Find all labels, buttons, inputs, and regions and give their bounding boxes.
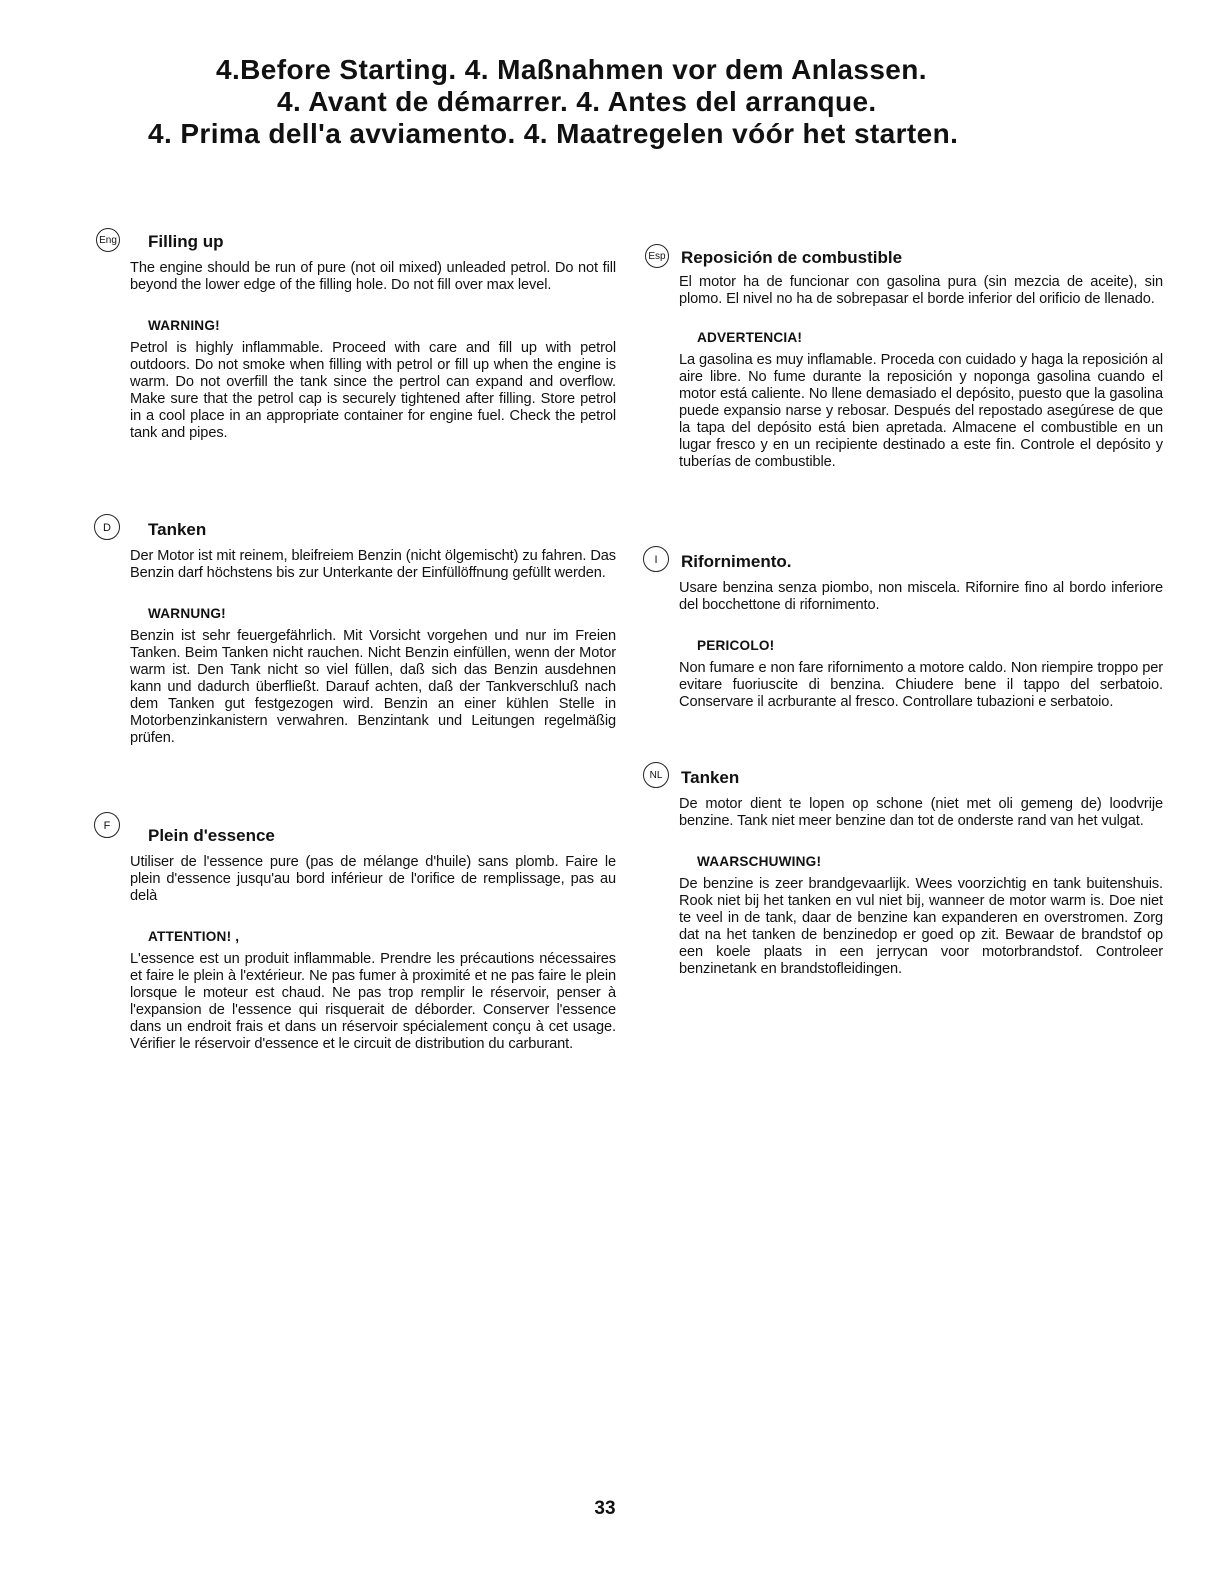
section-spanish	[648, 248, 1163, 471]
section-intro: The engine should be run of pure (not oil mixed) unleaded petrol. Do not fill beyond the lower edge of the filling hole. Do not fill over max level.	[130, 260, 616, 293]
section-intro: Utiliser de l'essence pure (pas de mélange d'huile) sans plomb. Faire le plein d'essence jusqu'au bord inférieur de l'orifice de remplissage, pas au delà	[130, 854, 616, 904]
title-line-3: 4. Prima dell'a avviamento. 4. Maatregelen vóór het starten.	[148, 118, 959, 149]
warning-label: WARNUNG!	[148, 606, 226, 621]
warning-text: Non fumare e non fare rifornimento a motore caldo. Non riempire troppo per evitare fuoriuscite di benzina. Chiudere bene il tappo del serbatoio. Conservare il acrburante al fresco. Controllare tubazioni e serbatoio.	[679, 660, 1163, 710]
section-heading: Rifornimento.	[681, 552, 792, 571]
section-heading: Plein d'essence	[148, 826, 275, 845]
title-line-1: 4.Before Starting. 4. Maßnahmen vor dem Anlassen.	[216, 54, 927, 85]
lang-d-icon: D	[94, 514, 120, 540]
section-heading: Tanken	[681, 768, 740, 787]
warning-text: Petrol is highly inflammable. Proceed with care and fill up with petrol outdoors. Do not smoke when filling with petrol or fill up when the engine is warm. Do not overfill the tank since the pertrol can expand and overflow. Make sure that the petrol cap is securely tightened after filling. Store petrol in a cool place in an appropriate container for engine fuel. Check the petrol tank and pipes.	[130, 340, 616, 441]
warning-label: ATTENTION! ,	[148, 929, 240, 944]
section-intro: Usare benzina senza piombo, non miscela. Rifornire fino al bordo inferiore del bocchettone di rifornimento.	[679, 580, 1163, 613]
section-intro: De motor dient te lopen op schone (niet met oli gemeng de) loodvrije benzine. Tank niet meer benzine dan tot de onderste rand van het vulgat.	[679, 796, 1163, 829]
section-dutch	[649, 768, 1163, 978]
section-german	[103, 520, 616, 747]
warning-label: WAARSCHUWING!	[697, 854, 822, 869]
section-italian	[654, 552, 1163, 711]
warning-text: Benzin ist sehr feuergefährlich. Mit Vorsicht vorgehen und nur im Freien Tanken. Beim Tanken nicht rauchen. Nicht Benzin einfüllen, wenn der Motor warm ist. Den Tank nicht so viel füllen, daß sich das Benzin ausdehnen kann und dadurch überfließt. Darauf achten, daß der Tankverschluß nach dem Tanken gut festgezogen wird. Benzin an einer kühlen Stelle in Motorbenzinkanistern verwahren. Benzintank und Leitungen regelmäßig prüfen.	[130, 628, 616, 746]
lang-nl-icon: NL	[643, 762, 669, 788]
warning-label: ADVERTENCIA!	[697, 330, 803, 345]
section-english	[99, 232, 616, 442]
section-heading: Filling up	[148, 232, 224, 251]
warning-text: De benzine is zeer brandgevaarlijk. Wees voorzichtig en tank buitenshuis. Rook niet bij het tanken en vul niet bij, wanneer de motor warm is. Doe niet te veel in de tank, daar de benzine kan expanderen en overstromen. Zorg dat na het tanken de benzinedop er goed op zit. Bewaar de brandstof op een koele plaats in een jerrycan voor motorbrandstof. Controleer benzinetank en brandstofleidingen.	[679, 876, 1163, 977]
warning-text: L'essence est un produit inflammable. Prendre les précautions nécessaires et faire le plein à l'extérieur. Ne pas fumer à proximité et ne pas faire le plein lorsque le moteur est chaud. Ne pas trop remplir le réservoir, penser à l'expansion de l'essence qui risquerait de déborder. Conserver l'essence dans un endroit frais et dans un réservoir spécialement conçu à cet usage. Vérifier le réservoir d'essence et le circuit de distribution du carburant.	[130, 951, 616, 1052]
section-heading: Reposición de combustible	[681, 248, 903, 267]
warning-text: La gasolina es muy inflamable. Proceda con cuidado y haga la reposición al aire libre. No fume durante la reposición y noponga gasolina cuando el motor está caliente. No llene demasiado el depósito, puesto que la gasolina puede expansio narse y rebosar. Después del repostado asegúrese de que la tapa del depósito está bien apretada. Almacene el combustible en un lugar fresco y en un recipiente destinado a este fin. Controle el depósito y tuberías de combustible.	[679, 352, 1163, 470]
lang-esp-icon: Esp	[645, 244, 669, 268]
lang-f-icon: F	[94, 812, 120, 838]
page-number: 33	[594, 1498, 616, 1519]
warning-label: WARNING!	[148, 318, 220, 333]
section-heading: Tanken	[148, 520, 207, 539]
section-intro: El motor ha de funcionar con gasolina pura (sin mezcia de aceite), sin plomo. El nivel no ha de sobrepasar el borde inferior del orificio de llenado.	[679, 274, 1163, 307]
warning-label: PERICOLO!	[697, 638, 775, 653]
section-intro: Der Motor ist mit reinem, bleifreiem Benzin (nicht ölgemischt) zu fahren. Das Benzin darf höchstens bis zur Unterkante der Einfüllöffnung gefüllt werden.	[130, 548, 616, 581]
lang-i-icon: I	[643, 546, 669, 572]
title-line-2: 4. Avant de démarrer. 4. Antes del arranque.	[277, 86, 877, 117]
section-french	[103, 820, 616, 1053]
lang-eng-icon: Eng	[96, 228, 120, 252]
